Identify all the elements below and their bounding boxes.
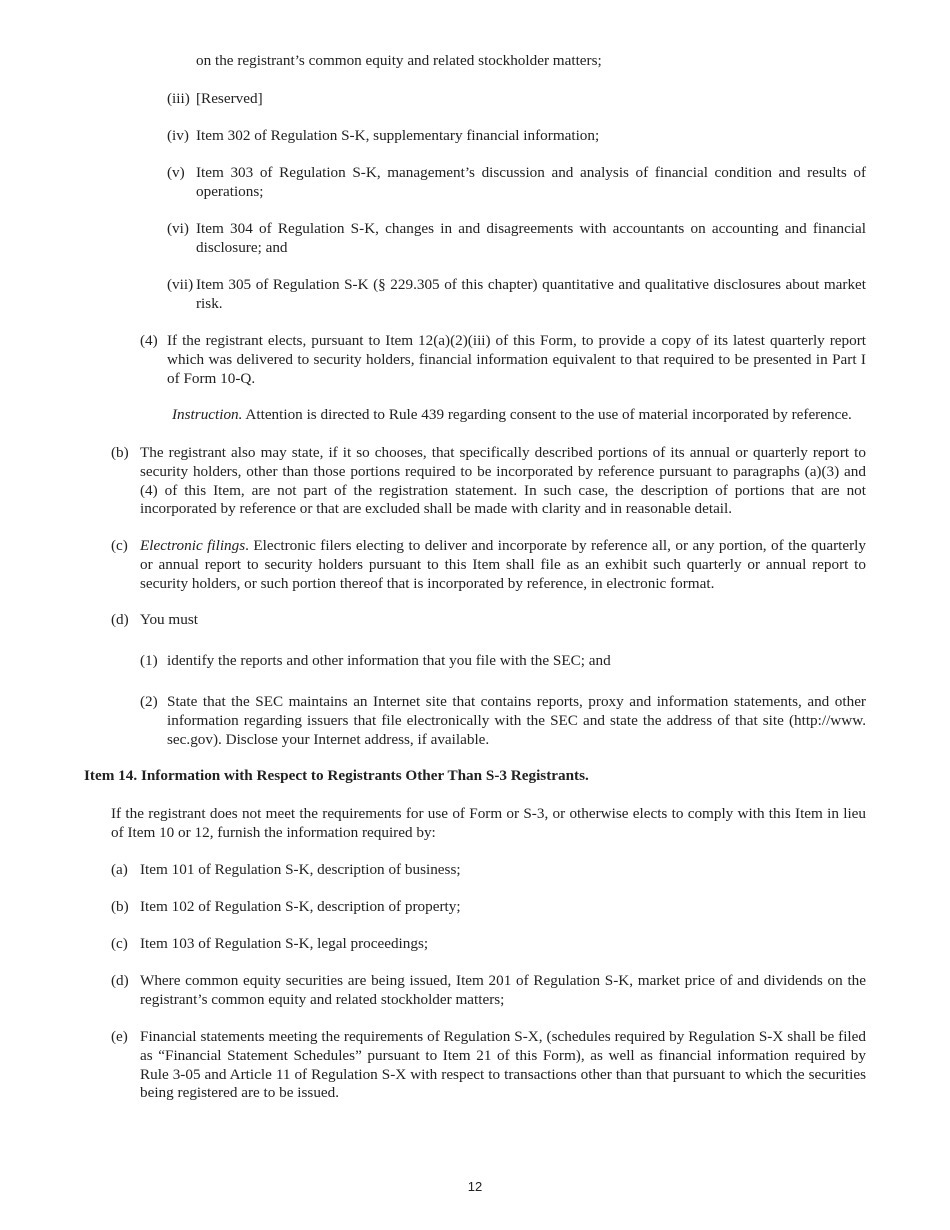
sub-item-text: Item 305 of Regulation S-K (§ 229.305 of this chapter) quantitative and qualitative disclosures about market risk. xyxy=(196,276,866,312)
page-number: 12 xyxy=(467,1179,483,1194)
item-label: (c) xyxy=(111,935,128,952)
sub-item-text: State that the SEC maintains an Internet site that contains reports, proxy and information statements, and other information regarding issuers that file electronically with the SEC and state the address of that site (http://www. sec.gov). Disclose your Internet address, if available. xyxy=(167,693,866,748)
instruction-text: Attention is directed to Rule 439 regarding consent to the use of material incorporated by reference. xyxy=(242,406,852,423)
item-text: You must xyxy=(140,611,198,628)
item-text xyxy=(140,537,866,593)
instruction-lead: Instruction. xyxy=(172,406,243,423)
item-label: (b) xyxy=(111,898,129,915)
item-text: Where common equity securities are being issued, Item 201 of Regulation S-K, market price of and dividends on the registrant’s common equity and related stockholder matters; xyxy=(140,972,866,1008)
sub-item-text: Item 303 of Regulation S-K, management’s discussion and analysis of financial condition and results of operations; xyxy=(196,164,866,200)
sub-item-label: (v) xyxy=(167,164,185,181)
electronic-filings-text: . Electronic filers electing to deliver and incorporate by reference all, or any portion, of the quarterly or annual report to security holders pursuant to this Item shall file as an exhibit such quarterly or annual report to security holders, or such portion thereof that is incorporated by reference, in electronic format. xyxy=(140,537,866,592)
item-text: If the registrant elects, pursuant to Item 12(a)(2)(iii) of this Form, to provide a copy of its latest quarterly report which was delivered to security holders, financial information equivalent to that required to be presented in Part I of Form 10-Q. xyxy=(167,332,866,387)
continuation-text: on the registrant’s common equity and related stockholder matters; xyxy=(196,52,602,69)
item-text: Item 103 of Regulation S-K, legal proceedings; xyxy=(140,935,429,952)
sub-item-text: identify the reports and other information that you file with the SEC; and xyxy=(167,652,611,669)
item-label: (d) xyxy=(111,611,129,628)
sub-item-label: (iii) xyxy=(167,90,190,107)
sub-item-label: (iv) xyxy=(167,127,189,144)
item-text: Financial statements meeting the requirements of Regulation S-X, (schedules required by Regulation S-X shall be filed as “Financial Statement Schedules” pursuant to Item 21 of this Form), as well as financial information required by Rule 3-05 and Article 11 of Regulation S-X with respect to transactions other than that pursuant to which the securities being registered are to be issued. xyxy=(140,1028,866,1102)
section-intro: If the registrant does not meet the requirements for use of Form or S-3, or otherwise elects to comply with this Item in lieu of Item 10 or 12, furnish the information required by: xyxy=(111,805,866,841)
item-text: Item 101 of Regulation S-K, description of business; xyxy=(140,861,461,878)
sub-item-label: (vii) xyxy=(167,276,194,293)
item-label: (b) xyxy=(111,444,129,461)
item-label: (4) xyxy=(140,332,158,349)
item-label: (e) xyxy=(111,1028,128,1045)
item-label: (d) xyxy=(111,972,129,989)
instruction-note xyxy=(172,406,866,425)
item-text: The registrant also may state, if it so chooses, that specifically described portions of its annual or quarterly report to security holders, other than those portions required to be incorporated by reference pursuant to paragraphs (a)(3) and (4) of this Item, are not part of the registration statement. In such case, the description of portions that are not incorporated by reference or that are excluded shall be made with clarity and in reasonable detail. xyxy=(140,444,866,518)
item-text: Item 102 of Regulation S-K, description of property; xyxy=(140,898,461,915)
electronic-filings-lead: Electronic filings xyxy=(140,537,246,554)
sub-item-text: Item 302 of Regulation S-K, supplementary financial information; xyxy=(196,127,600,144)
sub-item-label: (2) xyxy=(140,693,158,710)
item-label: (a) xyxy=(111,861,128,878)
sub-item-label: (vi) xyxy=(167,220,189,237)
sub-item-text: Item 304 of Regulation S-K, changes in and disagreements with accountants on accounting and financial disclosure; and xyxy=(196,220,866,256)
sub-item-label: (1) xyxy=(140,652,158,669)
item-label: (c) xyxy=(111,537,128,554)
sub-item-text: [Reserved] xyxy=(196,90,263,107)
section-heading: Item 14. Information with Respect to Registrants Other Than S-3 Registrants. xyxy=(84,767,589,784)
